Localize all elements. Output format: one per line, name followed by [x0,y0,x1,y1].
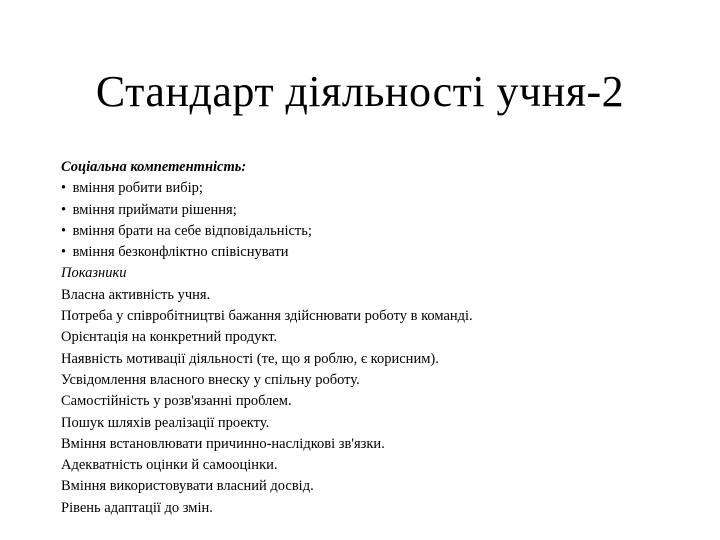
indicator-item: Адекватність оцінки й самооцінки. [61,457,278,474]
indicator-item: Власна активність учня. [61,286,211,303]
bullet-icon: • [61,222,67,239]
indicator-item: Рівень адаптації до змін. [61,499,213,516]
competence-item-text: вміння приймати рішення; [72,201,237,218]
indicator-item: Самостійність у розв'язанні проблем. [61,393,292,410]
competence-item-text: вміння робити вибір; [72,180,203,197]
bullet-icon: • [61,244,67,261]
competence-item [61,242,701,263]
competence-item-text: вміння брати на себе відповідальність; [72,222,312,239]
indicators-heading: Показники [61,265,127,282]
slide-title: Стандарт діяльності учня-2 [95,67,625,116]
bullet-icon: • [61,180,67,197]
slide-body [61,157,701,519]
indicator-item: Вміння встановлювати причинно-наслідкові зв'язки. [61,435,385,452]
competence-item-text: вміння безконфліктно співіснувати [72,244,289,261]
indicator-item: Пошук шляхів реалізації проекту. [61,414,270,431]
competence-heading: Соціальна компетентність: [61,159,247,175]
competence-item [61,178,701,199]
competence-item [61,200,701,221]
indicator-item: Усвідомлення власного внеску у спільну роботу. [61,371,360,388]
indicator-item: Наявність мотивації діяльності (те, що я роблю, є корисним). [61,350,439,367]
indicator-item: Вміння використовувати власний досвід. [61,478,314,495]
bullet-icon: • [61,201,67,218]
competence-item [61,221,701,242]
indicator-item: Орієнтація на конкретний продукт. [61,329,278,346]
indicator-item: Потреба у співробітництві бажання здійснювати роботу в команді. [61,308,473,325]
